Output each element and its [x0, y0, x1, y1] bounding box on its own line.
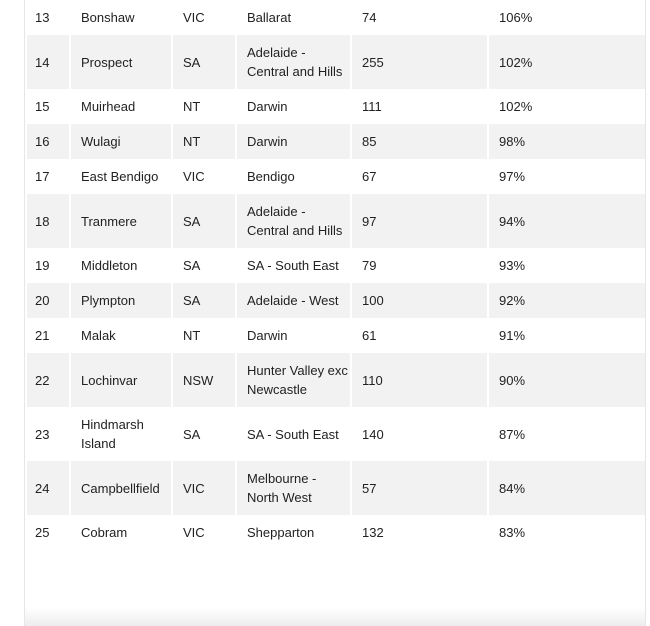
- rank-cell: 13: [27, 0, 69, 35]
- state-cell: NT: [173, 124, 235, 159]
- suburb-cell: Hindmarsh Island: [71, 407, 171, 461]
- rank-cell: 23: [27, 407, 69, 461]
- suburb-cell: Campbellfield: [71, 461, 171, 515]
- bottom-fade: [25, 608, 645, 626]
- suburb-cell: Prospect: [71, 35, 171, 89]
- table-row: [27, 461, 646, 515]
- suburb-cell: Cobram: [71, 515, 171, 550]
- rank-cell: 17: [27, 159, 69, 194]
- state-cell: VIC: [173, 0, 235, 35]
- value-cell: 97: [352, 194, 487, 248]
- rank-cell: 19: [27, 248, 69, 283]
- rank-cell: 20: [27, 283, 69, 318]
- table-row: [27, 159, 646, 194]
- suburb-cell: Middleton: [71, 248, 171, 283]
- percent-cell: 83%: [489, 515, 646, 550]
- suburb-cell: Muirhead: [71, 89, 171, 124]
- region-cell: Adelaide - Central and Hills: [237, 194, 350, 248]
- percent-cell: 87%: [489, 407, 646, 461]
- percent-cell: 91%: [489, 318, 646, 353]
- table-row: [27, 407, 646, 461]
- region-cell: Darwin: [237, 89, 350, 124]
- region-cell: Melbourne - North West: [237, 461, 350, 515]
- percent-cell: 106%: [489, 0, 646, 35]
- rank-cell: 14: [27, 35, 69, 89]
- value-cell: 79: [352, 248, 487, 283]
- region-cell: Hunter Valley exc Newcastle: [237, 353, 350, 407]
- value-cell: 61: [352, 318, 487, 353]
- region-cell: Ballarat: [237, 0, 350, 35]
- region-cell: Adelaide - West: [237, 283, 350, 318]
- region-cell: Shepparton: [237, 515, 350, 550]
- percent-cell: 102%: [489, 35, 646, 89]
- table-row: [27, 124, 646, 159]
- value-cell: 110: [352, 353, 487, 407]
- value-cell: 100: [352, 283, 487, 318]
- value-cell: 57: [352, 461, 487, 515]
- state-cell: NT: [173, 318, 235, 353]
- table-body: [27, 0, 646, 550]
- value-cell: 140: [352, 407, 487, 461]
- region-cell: SA - South East: [237, 248, 350, 283]
- region-cell: Darwin: [237, 124, 350, 159]
- value-cell: 132: [352, 515, 487, 550]
- suburb-cell: East Bendigo: [71, 159, 171, 194]
- state-cell: NSW: [173, 353, 235, 407]
- suburb-cell: Bonshaw: [71, 0, 171, 35]
- region-cell: Adelaide - Central and Hills: [237, 35, 350, 89]
- rank-cell: 15: [27, 89, 69, 124]
- state-cell: SA: [173, 407, 235, 461]
- table-row: [27, 318, 646, 353]
- table-row: [27, 35, 646, 89]
- rank-cell: 16: [27, 124, 69, 159]
- table-row: [27, 515, 646, 550]
- state-cell: VIC: [173, 461, 235, 515]
- table-row: [27, 0, 646, 35]
- rank-cell: 24: [27, 461, 69, 515]
- suburb-table: [25, 0, 646, 550]
- data-table-container: [24, 0, 646, 626]
- suburb-cell: Wulagi: [71, 124, 171, 159]
- region-cell: Darwin: [237, 318, 350, 353]
- suburb-cell: Tranmere: [71, 194, 171, 248]
- state-cell: SA: [173, 194, 235, 248]
- percent-cell: 97%: [489, 159, 646, 194]
- suburb-cell: Lochinvar: [71, 353, 171, 407]
- value-cell: 85: [352, 124, 487, 159]
- value-cell: 111: [352, 89, 487, 124]
- value-cell: 74: [352, 0, 487, 35]
- state-cell: SA: [173, 248, 235, 283]
- value-cell: 67: [352, 159, 487, 194]
- percent-cell: 92%: [489, 283, 646, 318]
- table-row: [27, 283, 646, 318]
- percent-cell: 90%: [489, 353, 646, 407]
- table-row: [27, 353, 646, 407]
- percent-cell: 102%: [489, 89, 646, 124]
- table-row: [27, 194, 646, 248]
- region-cell: SA - South East: [237, 407, 350, 461]
- region-cell: Bendigo: [237, 159, 350, 194]
- percent-cell: 94%: [489, 194, 646, 248]
- suburb-cell: Malak: [71, 318, 171, 353]
- table-row: [27, 248, 646, 283]
- percent-cell: 98%: [489, 124, 646, 159]
- rank-cell: 22: [27, 353, 69, 407]
- percent-cell: 93%: [489, 248, 646, 283]
- state-cell: NT: [173, 89, 235, 124]
- rank-cell: 18: [27, 194, 69, 248]
- value-cell: 255: [352, 35, 487, 89]
- table-row: [27, 89, 646, 124]
- suburb-cell: Plympton: [71, 283, 171, 318]
- rank-cell: 21: [27, 318, 69, 353]
- state-cell: VIC: [173, 515, 235, 550]
- rank-cell: 25: [27, 515, 69, 550]
- state-cell: VIC: [173, 159, 235, 194]
- state-cell: SA: [173, 283, 235, 318]
- percent-cell: 84%: [489, 461, 646, 515]
- state-cell: SA: [173, 35, 235, 89]
